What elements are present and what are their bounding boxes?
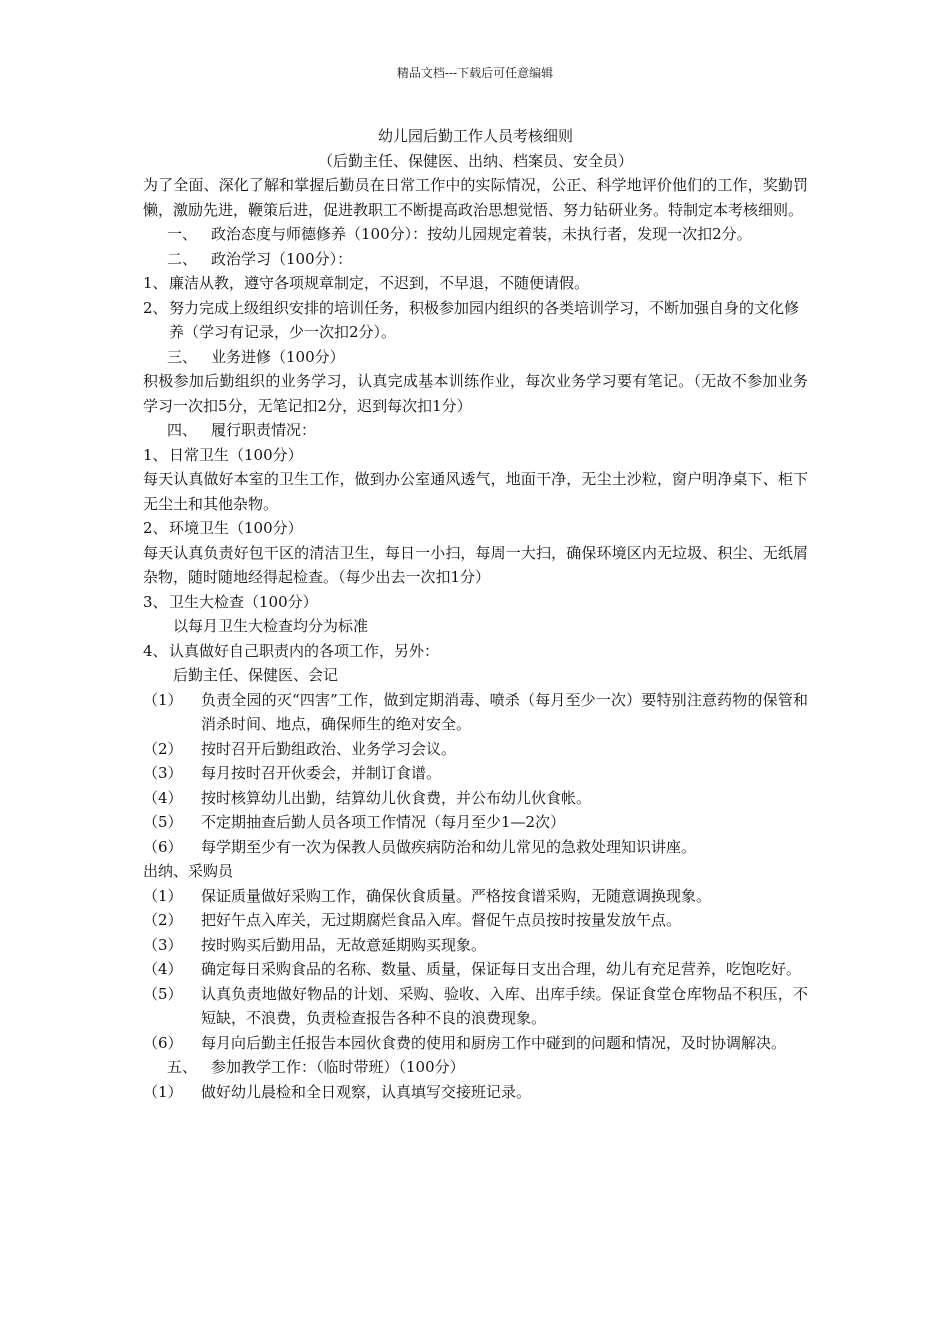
- subsection-text: 以每月卫生大检查均分为标准: [173, 617, 369, 635]
- item-text: 认真做好自己职责内的各项工作，另外：: [169, 641, 440, 660]
- item-text: 把好午点入库关，无过期腐烂食品入库。督促午点员按时按量发放午点。: [201, 911, 682, 929]
- list-item: [143, 1031, 808, 1056]
- section-text: 业务进修（100分）: [211, 347, 345, 366]
- item-number: （1）: [143, 690, 183, 709]
- section-2: [143, 247, 808, 272]
- list-item: [143, 271, 808, 296]
- group-title: 后勤主任、保健医、会记: [173, 666, 339, 684]
- item-text: 每月向后勤主任报告本园伙食费的使用和厨房工作中碰到的问题和情况，及时协调解决。: [201, 1033, 787, 1052]
- item-number: （1）: [143, 886, 183, 905]
- subsection-text: 每天认真负责好包干区的清洁卫生，每日一小扫，每周一大扫，确保环境区内无垃圾、积尘、无纸屑杂物，随时随地经得起检查。（每少出去一次扣1分）: [143, 543, 808, 586]
- list-item: [143, 957, 808, 982]
- section-number: 一、: [167, 225, 198, 243]
- item-number: （4）: [143, 788, 183, 807]
- item-text: 认真负责地做好物品的计划、采购、验收、入库、出库手续。保证食堂仓库物品不积压，不短缺，不浪费，负责检查报告各种不良的浪费现象。: [201, 984, 808, 1027]
- section-number: 五、: [167, 1058, 198, 1076]
- subsection-heading: [143, 443, 808, 468]
- item-number: （6）: [143, 1033, 183, 1052]
- intro-paragraph: 为了全面、深化了解和掌握后勤员在日常工作中的实际情况，公正、科学地评价他们的工作，奖勤罚懒，激励先进，鞭策后进，促进教职工不断提高政治思想觉悟、努力钻研业务。特制定本考核细则。: [143, 176, 808, 219]
- item-number: （2）: [143, 739, 183, 758]
- section-number: 二、: [167, 249, 198, 268]
- list-item: [143, 884, 808, 909]
- section-4: [143, 418, 808, 443]
- subsection-heading: [143, 516, 808, 541]
- list-item: [143, 1080, 808, 1105]
- document-subtitle: （后勤主任、保健医、出纳、档案员、安全员）: [317, 151, 633, 170]
- item-number: （6）: [143, 837, 183, 856]
- document-title: 幼儿园后勤工作人员考核细则: [377, 127, 573, 145]
- item-text: 廉洁从教，遵守各项规章制定，不迟到，不早退，不随便请假。: [169, 274, 590, 292]
- list-item: [143, 835, 808, 860]
- item-number: 2、: [143, 519, 168, 537]
- item-text: 卫生大检查（100分）: [169, 592, 318, 611]
- section-5: [143, 1055, 808, 1080]
- list-item: [143, 786, 808, 811]
- item-text: 负责全园的灭“四害”工作，做到定期消毒、喷杀（每月至少一次）要特别注意药物的保管和消杀时间、地点，确保师生的绝对安全。: [201, 690, 808, 733]
- list-item: [143, 810, 808, 835]
- section-3-text: 积极参加后勤组织的业务学习，认真完成基本训练作业，每次业务学习要有笔记。（无故不参加业务学习一次扣5分，无笔记扣2分，迟到每次扣1分）: [143, 372, 808, 415]
- section-text: 政治学习（100分）：: [211, 249, 353, 268]
- document-body: [143, 124, 808, 1104]
- section-text: 履行职责情况：: [211, 421, 317, 439]
- section-3: [143, 345, 808, 370]
- list-item: [143, 933, 808, 958]
- item-number: （5）: [143, 813, 183, 831]
- item-number: （5）: [143, 984, 183, 1003]
- item-text: 每月按时召开伙委会，并制订食谱。: [201, 764, 442, 782]
- list-item: [143, 688, 808, 737]
- list-item: [143, 296, 808, 345]
- section-number: 三、: [167, 347, 198, 366]
- item-number: （1）: [143, 1082, 183, 1101]
- item-text: 保证质量做好采购工作，确保伙食质量。严格按食谱采购，无随意调换现象。: [201, 886, 712, 905]
- item-number: （4）: [143, 960, 183, 978]
- item-number: （3）: [143, 764, 183, 782]
- item-text: 确定每日采购食品的名称、数量、质量，保证每日支出合理，幼儿有充足营养，吃饱吃好。: [201, 960, 802, 978]
- item-text: 日常卫生（100分）: [169, 445, 303, 464]
- section-1: [143, 222, 808, 247]
- item-number: （3）: [143, 935, 183, 954]
- list-item: [143, 737, 808, 762]
- list-item: [143, 908, 808, 933]
- section-number: 四、: [167, 421, 198, 439]
- item-text: 做好幼儿晨检和全日观察，认真填写交接班记录。: [201, 1082, 532, 1101]
- item-number: 4、: [143, 641, 168, 660]
- item-number: 1、: [143, 445, 168, 464]
- subsection-heading: [143, 639, 808, 664]
- list-item: [143, 982, 808, 1031]
- item-text: 每学期至少有一次为保教人员做疾病防治和幼儿常见的急救处理知识讲座。: [201, 837, 697, 856]
- section-text: 参加教学工作：（临时带班）（100分）: [211, 1058, 465, 1076]
- list-item: [143, 761, 808, 786]
- item-text: 按时购买后勤用品，无故意延期购买现象。: [201, 935, 487, 954]
- item-number: 1、: [143, 274, 168, 292]
- page-header: 精品文档---下载后可任意编辑: [396, 66, 554, 80]
- section-text: 政治态度与师德修养（100分）：按幼儿园规定着装，未执行者，发现一次扣2分。: [211, 225, 752, 243]
- item-text: 环境卫生（100分）: [169, 519, 303, 537]
- item-text: 努力完成上级组织安排的培训任务，积极参加园内组织的各类培训学习，不断加强自身的文化修养（学习有记录，少一次扣2分）。: [169, 298, 800, 341]
- item-text: 按时召开后勤组政治、业务学习会议。: [201, 739, 457, 758]
- group-title: 出纳、采购员: [143, 862, 234, 880]
- subsection-text: 每天认真做好本室的卫生工作，做到办公室通风透气，地面干净，无尘土沙粒，窗户明净桌下、柜下无尘土和其他杂物。: [143, 470, 808, 513]
- subsection-heading: [143, 590, 808, 615]
- item-text: 不定期抽查后勤人员各项工作情况（每月至少1—2次）: [201, 813, 566, 831]
- item-number: 2、: [143, 298, 168, 317]
- item-number: （2）: [143, 911, 183, 929]
- item-text: 按时核算幼儿出勤，结算幼儿伙食费，并公布幼儿伙食帐。: [201, 788, 592, 807]
- item-number: 3、: [143, 592, 168, 611]
